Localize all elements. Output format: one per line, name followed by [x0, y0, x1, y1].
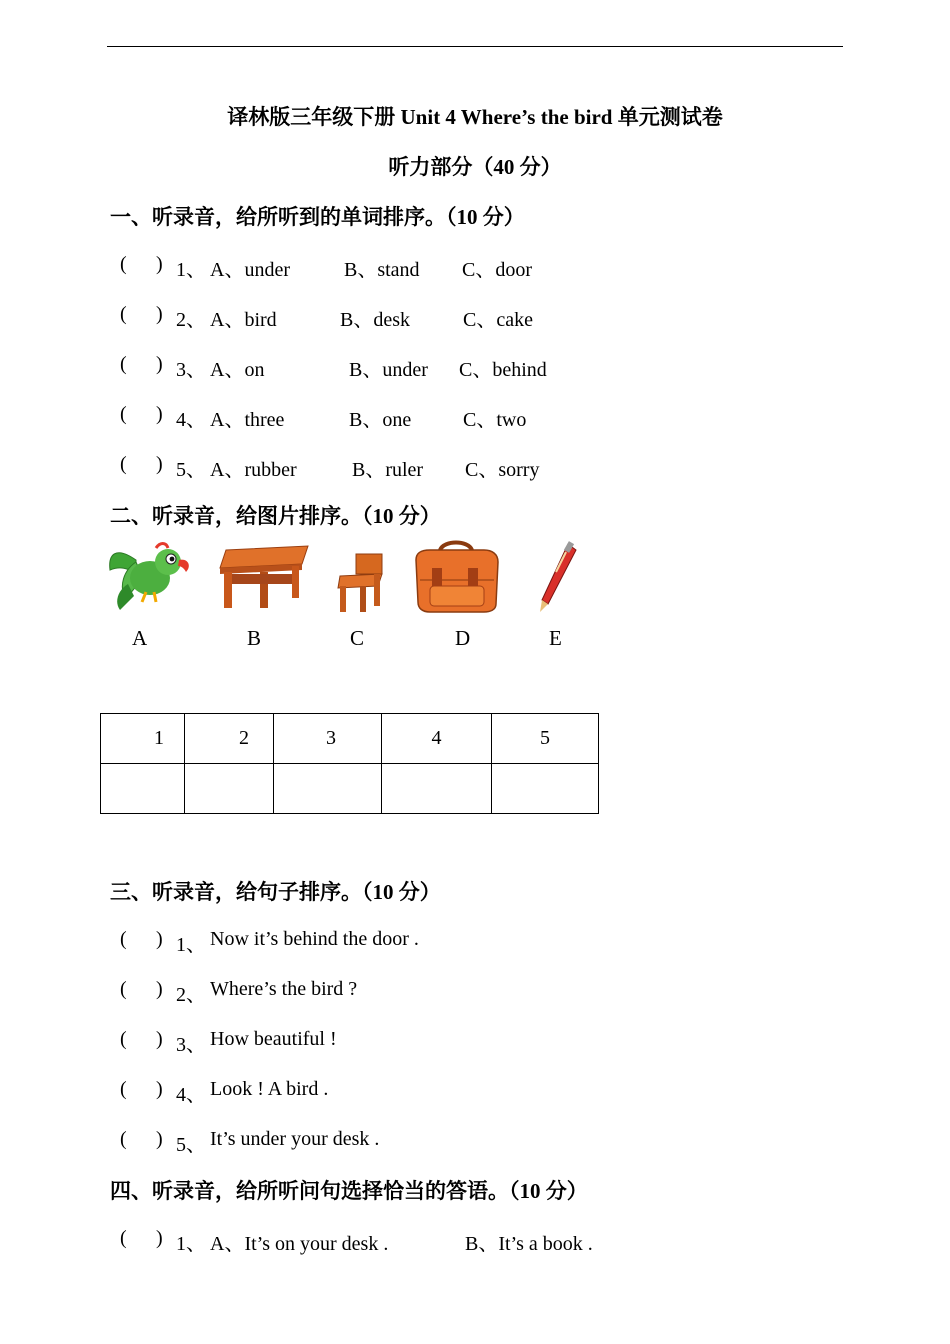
- answer-close-paren: ): [156, 1128, 163, 1150]
- desk-icon: [216, 540, 310, 612]
- option-a: A、under: [210, 259, 290, 281]
- option-c: C、cake: [463, 309, 533, 331]
- table-header-cell: 2: [185, 714, 274, 764]
- item-number: 3、: [176, 359, 206, 381]
- sentence-text: Now it’s behind the door .: [210, 928, 419, 950]
- picture-label-c: C: [350, 626, 365, 650]
- answer-open-paren: (: [120, 1227, 127, 1249]
- option-c: C、behind: [459, 359, 547, 381]
- page-subtitle: 听力部分（40 分）: [388, 155, 562, 179]
- answer-open-paren: (: [120, 253, 127, 275]
- answer-open-paren: (: [120, 453, 127, 475]
- option-b: B、It’s a book .: [465, 1233, 593, 1255]
- answer-close-paren: ): [156, 928, 163, 950]
- item-number: 3、: [176, 1034, 206, 1056]
- item-number: 4、: [176, 1084, 206, 1106]
- answer-open-paren: (: [120, 928, 127, 950]
- option-a: A、on: [210, 359, 265, 381]
- option-c: C、door: [462, 259, 532, 281]
- option-b: B、stand: [344, 259, 420, 281]
- picture-label-d: D: [455, 626, 471, 650]
- sentence-text: Where’s the bird ?: [210, 978, 358, 1000]
- section4-heading: 四、听录音，给所听问句选择恰当的答语。（10 分）: [110, 1179, 588, 1203]
- answer-open-paren: (: [120, 403, 127, 425]
- answer-cell[interactable]: [492, 764, 599, 814]
- picture-label-a: A: [132, 626, 148, 650]
- answer-close-paren: ): [156, 978, 163, 1000]
- page-title: 译林版三年级下册 Unit 4 Where’s the bird 单元测试卷: [227, 105, 723, 129]
- option-c: C、sorry: [465, 459, 540, 481]
- item-number: 2、: [176, 984, 206, 1006]
- answer-close-paren: ): [156, 1028, 163, 1050]
- pen-icon: [536, 540, 580, 614]
- item-number: 1、: [176, 259, 206, 281]
- answer-cell[interactable]: [382, 764, 492, 814]
- sentence-text: How beautiful !: [210, 1028, 337, 1050]
- answer-cell[interactable]: [185, 764, 274, 814]
- answer-close-paren: ): [156, 253, 163, 275]
- option-a: A、bird: [210, 309, 277, 331]
- answer-open-paren: (: [120, 1128, 127, 1150]
- answer-table: [100, 713, 599, 814]
- schoolbag-icon: [410, 540, 504, 614]
- answer-close-paren: ): [156, 1078, 163, 1100]
- section3-heading: 三、听录音，给句子排序。（10 分）: [110, 880, 441, 904]
- section2-heading: 二、听录音，给图片排序。（10 分）: [110, 504, 441, 528]
- answer-close-paren: ): [156, 453, 163, 475]
- answer-close-paren: ): [156, 1227, 163, 1249]
- option-b: B、ruler: [352, 459, 424, 481]
- answer-open-paren: (: [120, 978, 127, 1000]
- option-b: B、under: [349, 359, 428, 381]
- option-b: B、desk: [340, 309, 410, 331]
- answer-open-paren: (: [120, 1078, 127, 1100]
- table-header-cell: 1: [101, 714, 185, 764]
- option-a: A、It’s on your desk .: [210, 1233, 389, 1255]
- picture-label-e: E: [549, 626, 562, 650]
- answer-open-paren: (: [120, 303, 127, 325]
- picture-label-b: B: [247, 626, 262, 650]
- sentence-text: It’s under your desk .: [210, 1128, 380, 1150]
- table-header-row: [101, 714, 599, 764]
- section1-heading: 一、听录音，给所听到的单词排序。（10 分）: [110, 205, 525, 229]
- option-a: A、three: [210, 409, 285, 431]
- table-header-cell: 5: [492, 714, 599, 764]
- sentence-text: Look ! A bird .: [210, 1078, 329, 1100]
- item-number: 1、: [176, 1233, 206, 1255]
- answer-close-paren: ): [156, 353, 163, 375]
- answer-close-paren: ): [156, 303, 163, 325]
- answer-close-paren: ): [156, 403, 163, 425]
- answer-open-paren: (: [120, 1028, 127, 1050]
- chair-icon: [336, 540, 390, 614]
- answer-open-paren: (: [120, 353, 127, 375]
- table-header-cell: 4: [382, 714, 492, 764]
- table-answer-row: [101, 764, 599, 814]
- option-c: C、two: [463, 409, 527, 431]
- table-header-cell: 3: [274, 714, 382, 764]
- top-rule: [107, 46, 843, 47]
- item-number: 4、: [176, 409, 206, 431]
- item-number: 1、: [176, 934, 206, 956]
- item-number: 2、: [176, 309, 206, 331]
- item-number: 5、: [176, 459, 206, 481]
- item-number: 5、: [176, 1134, 206, 1156]
- parrot-icon: [106, 540, 192, 614]
- option-b: B、one: [349, 409, 412, 431]
- answer-cell[interactable]: [274, 764, 382, 814]
- answer-cell[interactable]: [101, 764, 185, 814]
- option-a: A、rubber: [210, 459, 297, 481]
